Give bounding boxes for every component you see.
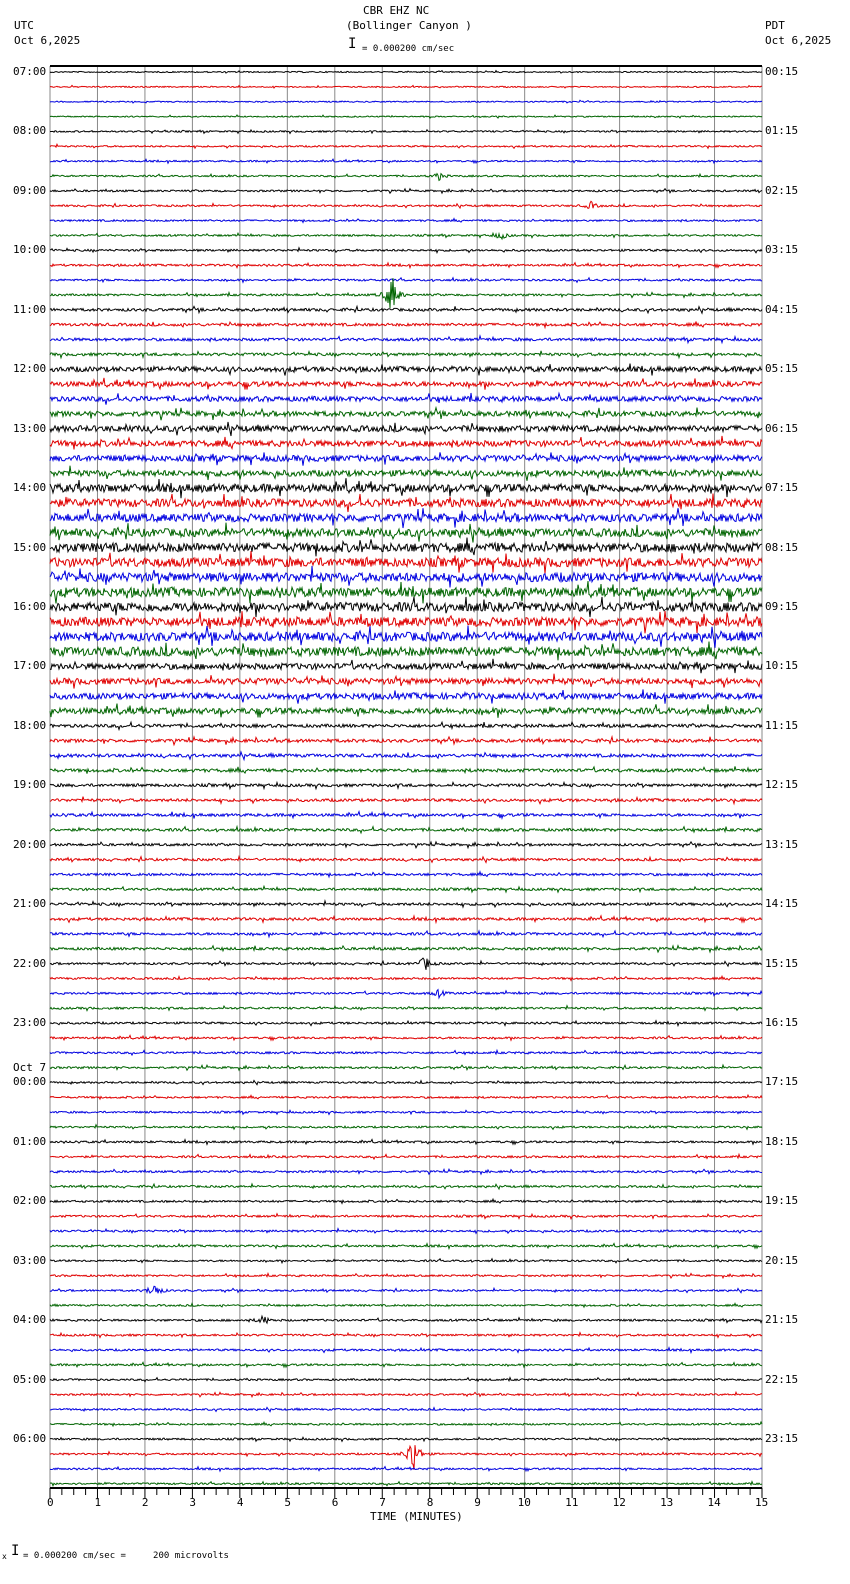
seismic-trace — [50, 812, 762, 819]
seismic-trace — [50, 478, 762, 498]
seismic-trace — [50, 1378, 762, 1382]
seismic-trace — [50, 886, 762, 892]
seismic-trace — [50, 704, 762, 718]
left-date: Oct 6,2025 — [14, 34, 81, 47]
seismic-trace — [50, 1482, 762, 1486]
pdt-hour-label: 23:15 — [765, 1432, 799, 1446]
seismic-trace — [50, 189, 762, 194]
x-tick-label: 4 — [236, 1496, 244, 1509]
utc-hour-label: 00:00 — [13, 1075, 47, 1089]
seismic-trace — [50, 336, 762, 343]
scale-bar-icon: I — [348, 36, 357, 52]
footer-scale-text: = 0.000200 cm/sec = 200 microvolts — [23, 1551, 229, 1561]
x-tick-label: 8 — [426, 1496, 434, 1509]
utc-hour-label: 21:00 — [13, 897, 47, 911]
seismic-trace — [50, 901, 762, 907]
seismic-trace — [50, 916, 762, 923]
pdt-hour-label: 14:15 — [765, 897, 799, 911]
seismic-trace — [50, 659, 762, 673]
utc-hour-label: 10:00 — [13, 243, 47, 257]
scale-text: = 0.000200 cm/sec — [362, 44, 455, 54]
pdt-hour-label: 12:15 — [765, 778, 799, 792]
seismic-trace — [50, 100, 762, 103]
pdt-hour-label: 22:15 — [765, 1372, 799, 1386]
seismic-trace — [50, 1348, 762, 1353]
seismic-trace — [50, 263, 762, 268]
pdt-hour-label: 20:15 — [765, 1253, 799, 1267]
seismic-trace — [50, 958, 762, 970]
seismic-trace — [50, 931, 762, 937]
seismic-trace — [50, 674, 762, 689]
seismic-trace — [50, 408, 762, 421]
pdt-hour-label: 16:15 — [765, 1016, 799, 1030]
pdt-hour-label: 11:15 — [765, 718, 799, 732]
seismic-trace — [50, 364, 762, 376]
pdt-hour-label: 10:15 — [765, 659, 799, 673]
seismic-trace — [50, 1035, 762, 1040]
seismic-trace — [50, 538, 762, 557]
seismic-trace — [50, 766, 762, 773]
pdt-hour-label: 03:15 — [765, 243, 799, 257]
seismic-trace — [50, 1229, 762, 1234]
seismic-trace — [50, 1407, 762, 1411]
utc-hour-label: 14:00 — [13, 481, 47, 495]
utc-hour-label: 13:00 — [13, 421, 47, 435]
pdt-hour-label: 06:15 — [765, 421, 799, 435]
x-tick-label: 2 — [141, 1496, 149, 1509]
seismic-trace — [50, 1065, 762, 1070]
seismic-trace — [50, 508, 762, 528]
pdt-hour-label: 05:15 — [765, 362, 799, 376]
utc-hour-label: 07:00 — [13, 65, 47, 78]
seismic-trace — [50, 494, 762, 513]
utc-hour-label: 12:00 — [13, 362, 47, 376]
seismic-trace — [50, 1392, 762, 1397]
seismic-trace — [50, 1445, 762, 1469]
seismic-trace — [50, 827, 762, 833]
seismic-trace — [50, 1081, 762, 1085]
seismic-trace — [50, 872, 762, 877]
utc-hour-label: 18:00 — [13, 718, 47, 732]
seismic-trace — [50, 597, 762, 617]
seismic-trace — [50, 1169, 762, 1174]
seismic-trace — [50, 248, 762, 253]
seismic-trace — [50, 581, 762, 603]
pdt-hour-label: 09:15 — [765, 599, 799, 613]
pdt-hour-label: 21:15 — [765, 1313, 799, 1327]
x-tick-label: 13 — [660, 1496, 674, 1509]
x-tick-label: 14 — [707, 1496, 721, 1509]
seismic-trace — [50, 1095, 762, 1099]
utc-hour-label: 08:00 — [13, 124, 47, 138]
pdt-hour-label: 02:15 — [765, 183, 799, 197]
seismic-trace — [50, 857, 762, 863]
x-tick-label: 5 — [284, 1496, 291, 1509]
pdt-hour-label: 04:15 — [765, 302, 799, 316]
station-name: (Bollinger Canyon ) — [346, 19, 472, 32]
seismic-trace — [50, 990, 762, 998]
utc-hour-label: 11:00 — [13, 302, 47, 316]
seismic-trace — [50, 85, 762, 88]
seismic-trace — [50, 233, 762, 239]
seismic-trace — [50, 219, 762, 223]
pdt-hour-label: 01:15 — [765, 124, 799, 138]
x-tick-label: 0 — [47, 1496, 54, 1509]
footer-scale-bar-icon: I — [11, 1543, 20, 1559]
seismic-trace — [50, 722, 762, 729]
seismic-trace — [50, 351, 762, 358]
seismic-trace — [50, 1110, 762, 1114]
seismic-trace — [50, 306, 762, 313]
pdt-hour-label: 07:15 — [765, 481, 799, 495]
utc-hour-label: 16:00 — [13, 599, 47, 613]
seismic-trace — [50, 378, 762, 390]
seismic-trace — [50, 1050, 762, 1055]
right-timezone: PDT — [765, 19, 785, 32]
seismic-trace — [50, 144, 762, 148]
seismic-trace — [50, 130, 762, 134]
seismic-trace — [50, 1259, 762, 1263]
seismic-trace — [50, 782, 762, 788]
seismic-trace — [50, 797, 762, 804]
seismic-trace — [50, 278, 762, 308]
seismic-trace — [50, 737, 762, 745]
seismic-trace — [50, 1184, 762, 1189]
seismic-trace — [50, 1154, 762, 1159]
seismic-trace — [50, 1021, 762, 1026]
utc-hour-label: 06:00 — [13, 1432, 47, 1446]
seismic-trace — [50, 115, 762, 118]
seismic-trace — [50, 1422, 762, 1426]
pdt-hour-label: 15:15 — [765, 956, 799, 970]
seismic-trace — [50, 842, 762, 848]
seismic-trace — [50, 436, 762, 450]
seismic-trace — [50, 626, 762, 648]
x-tick-label: 11 — [565, 1496, 579, 1509]
x-axis-label: TIME (MINUTES) — [370, 1510, 463, 1523]
x-tick-label: 9 — [474, 1496, 481, 1509]
seismic-trace — [50, 1244, 762, 1249]
seismic-trace — [50, 689, 762, 703]
seismic-trace — [50, 752, 762, 760]
pdt-hour-label: 08:15 — [765, 540, 799, 554]
seismic-trace — [50, 642, 762, 661]
x-tick-label: 10 — [517, 1496, 531, 1509]
pdt-hour-label: 19:15 — [765, 1194, 799, 1208]
seismic-trace — [50, 71, 762, 74]
utc-hour-label: 23:00 — [13, 1016, 47, 1030]
seismic-trace — [50, 1199, 762, 1203]
utc-hour-label: 03:00 — [13, 1253, 47, 1267]
station-title: CBR EHZ NC — [363, 4, 430, 17]
utc-hour-label: 01:00 — [13, 1134, 47, 1148]
pdt-hour-label: 00:15 — [765, 65, 799, 78]
seismic-trace — [50, 201, 762, 208]
seismic-trace — [50, 1125, 762, 1130]
left-timezone: UTC — [14, 19, 34, 32]
x-tick-label: 7 — [379, 1496, 386, 1509]
seismic-trace — [50, 1140, 762, 1145]
seismic-trace — [50, 1362, 762, 1367]
x-tick-label: 15 — [755, 1496, 769, 1509]
seismic-trace — [50, 1274, 762, 1279]
utc-hour-label: 22:00 — [13, 956, 47, 970]
seismic-trace — [50, 976, 762, 980]
seismic-trace — [50, 422, 762, 436]
seismic-trace — [50, 174, 762, 181]
seismic-trace — [50, 1214, 762, 1219]
utc-hour-label: 04:00 — [13, 1313, 47, 1327]
seismic-trace — [50, 551, 762, 573]
utc-hour-label: 02:00 — [13, 1194, 47, 1208]
pdt-hour-label: 18:15 — [765, 1134, 799, 1148]
utc-hour-label: 09:00 — [13, 183, 47, 197]
right-date: Oct 6,2025 — [765, 34, 832, 47]
seismic-trace — [50, 611, 762, 633]
seismic-trace — [50, 1437, 762, 1441]
footer-marker: x — [2, 1552, 7, 1561]
seismic-trace — [50, 1467, 762, 1472]
x-tick-label: 3 — [189, 1496, 197, 1509]
seismic-trace — [50, 452, 762, 465]
seismic-trace — [50, 159, 762, 163]
x-tick-label: 6 — [331, 1496, 339, 1509]
utc-hour-label: 05:00 — [13, 1372, 47, 1386]
seismic-trace — [50, 278, 762, 283]
seismic-trace — [50, 393, 762, 405]
seismic-trace — [50, 466, 762, 481]
seismic-trace — [50, 566, 762, 588]
x-tick-label: 12 — [612, 1496, 626, 1509]
seismic-trace — [50, 523, 762, 543]
seismic-trace — [50, 1286, 762, 1293]
date-change-label: Oct 7 — [13, 1060, 47, 1074]
utc-hour-label: 17:00 — [13, 659, 47, 673]
utc-hour-label: 20:00 — [13, 837, 47, 851]
seismic-trace — [50, 322, 762, 328]
utc-hour-label: 15:00 — [13, 540, 47, 554]
seismic-trace — [50, 946, 762, 953]
pdt-hour-label: 13:15 — [765, 837, 799, 851]
x-tick-label: 1 — [94, 1496, 102, 1509]
seismic-trace — [50, 1316, 762, 1323]
utc-hour-label: 19:00 — [13, 778, 47, 792]
seismic-trace — [50, 1303, 762, 1307]
seismic-trace — [50, 1006, 762, 1011]
seismic-trace — [50, 1333, 762, 1338]
pdt-hour-label: 17:15 — [765, 1075, 799, 1089]
